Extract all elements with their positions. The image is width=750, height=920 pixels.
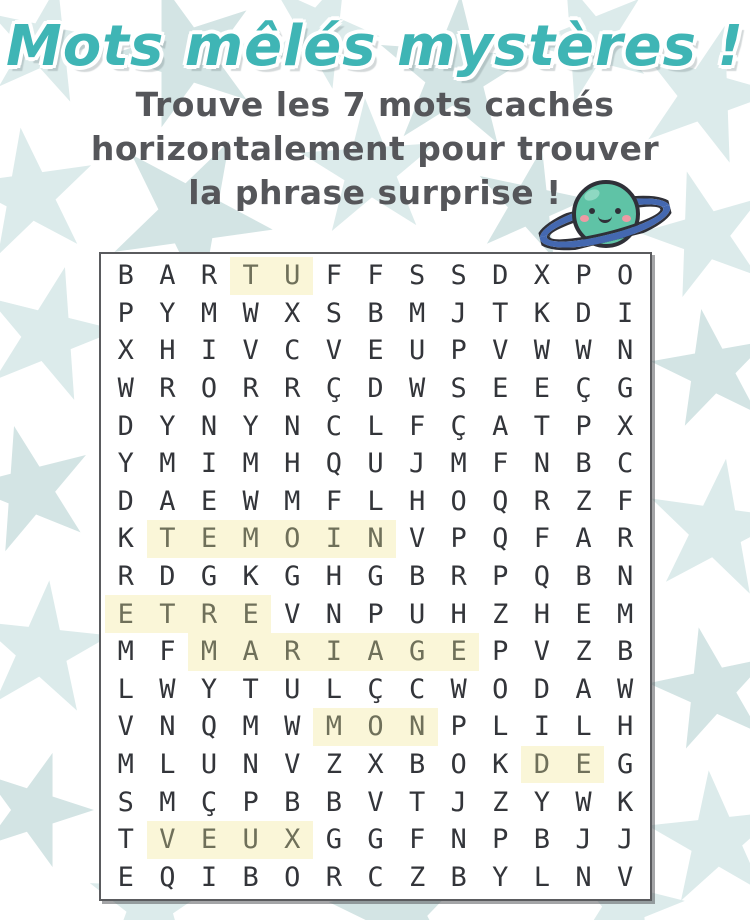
grid-cell[interactable]: V [408,523,426,555]
grid-cell[interactable]: W [284,711,301,743]
grid-cell[interactable]: I [200,448,218,480]
grid-cell[interactable]: W [616,673,634,705]
grid-cell[interactable]: W [117,373,134,405]
grid-cell-highlighted[interactable]: I [313,633,355,671]
grid-cell[interactable]: K [616,786,634,818]
grid-cell[interactable]: C [616,448,634,480]
grid-cell[interactable]: E [367,335,384,367]
grid-cell[interactable]: P [492,824,509,856]
grid-cell[interactable]: H [325,561,342,593]
grid-cell[interactable]: M [242,448,259,480]
grid-cell-highlighted[interactable]: T [147,595,189,633]
grid-cell[interactable]: W [575,335,592,367]
grid-cell[interactable]: A [492,410,509,442]
grid-cell[interactable]: D [367,373,384,405]
grid-cell[interactable]: O [450,749,467,781]
grid-cell[interactable]: J [575,824,592,856]
grid-cell[interactable]: L [367,485,384,517]
grid-cell-highlighted[interactable]: U [271,257,313,295]
grid-cell[interactable]: B [325,786,342,818]
grid-cell-highlighted[interactable]: N [396,708,438,746]
subtitle-line-2: horizontalement pour trouver [90,128,660,168]
grid-cell[interactable]: F [367,260,384,292]
planet-saturn-icon [538,180,672,268]
grid-row [105,708,646,746]
grid-cell-highlighted[interactable]: T [147,520,189,558]
grid-cell[interactable]: P [450,711,467,743]
grid-row [105,295,646,333]
grid-cell-highlighted[interactable]: R [188,595,230,633]
grid-cell[interactable]: B [616,636,634,668]
grid-cell-highlighted[interactable]: M [230,520,272,558]
grid-cell[interactable]: M [117,749,134,781]
grid-cell[interactable]: F [325,260,342,292]
grid-cell[interactable]: M [159,786,176,818]
grid-cell[interactable]: G [367,824,384,856]
grid-cell[interactable]: C [367,861,384,893]
grid-cell[interactable]: F [325,485,342,517]
grid-cell[interactable]: R [450,561,467,593]
grid-cell[interactable]: E [575,598,592,630]
grid-cell[interactable]: A [159,260,176,292]
grid-cell[interactable]: G [284,561,301,593]
grid-cell[interactable]: G [367,561,384,593]
grid-cell[interactable]: B [284,786,301,818]
grid-cell[interactable]: Q [200,711,218,743]
grid-cell[interactable]: Y [159,297,176,329]
grid-cell[interactable]: R [533,485,551,517]
grid-cell-highlighted[interactable]: O [271,520,313,558]
grid-cell[interactable]: C [408,673,426,705]
grid-cell[interactable]: M [159,448,176,480]
grid-cell[interactable]: Z [325,749,342,781]
grid-cell[interactable]: Z [408,861,426,893]
grid-cell[interactable]: Q [492,523,509,555]
grid-cell-highlighted[interactable]: V [147,821,189,859]
grid-row [105,633,646,671]
grid-cell[interactable]: R [200,260,218,292]
grid-cell[interactable]: Y [242,410,259,442]
planet-eye-right [615,208,621,214]
grid-cell[interactable]: Z [575,636,592,668]
grid-cell[interactable]: M [616,598,634,630]
grid-cell-highlighted[interactable]: O [355,708,397,746]
grid-cell[interactable]: F [616,485,634,517]
subtitle-line-1: Trouve les 7 mots cachés [135,84,615,124]
grid-cell[interactable]: Ç [325,373,342,405]
grid-cell[interactable]: B [408,561,426,593]
grid-cell[interactable]: X [533,260,551,292]
grid-cell[interactable]: O [450,485,467,517]
grid-cell[interactable]: L [325,673,342,705]
grid-cell[interactable]: K [117,523,134,555]
grid-cell[interactable]: P [492,636,509,668]
grid-cell-highlighted[interactable]: A [355,633,397,671]
grid-cell[interactable]: N [325,598,342,630]
grid-cell[interactable]: S [450,373,467,405]
grid-cell[interactable]: L [159,749,176,781]
grid-cell[interactable]: Y [200,673,218,705]
grid-cell[interactable]: J [450,297,467,329]
grid-cell[interactable]: N [242,749,259,781]
grid-cell-highlighted[interactable]: M [188,633,230,671]
grid-cell[interactable]: E [117,861,134,893]
grid-cell[interactable]: L [367,410,384,442]
grid-cell[interactable]: N [200,410,218,442]
grid-cell[interactable]: G [325,824,342,856]
grid-cell[interactable]: P [367,598,384,630]
grid-cell[interactable]: Y [159,410,176,442]
grid-cell[interactable]: A [575,673,592,705]
grid-cell[interactable]: T [408,786,426,818]
grid-cell[interactable]: Y [117,448,134,480]
grid-row [105,370,646,408]
grid-cell[interactable]: C [325,410,342,442]
grid-cell[interactable]: E [533,373,551,405]
grid-cell[interactable]: M [450,448,467,480]
grid-cell[interactable]: K [242,561,259,593]
grid-cell[interactable]: I [200,861,218,893]
grid-cell[interactable]: X [367,749,384,781]
grid-cell[interactable]: M [284,485,301,517]
grid-cell[interactable]: P [242,786,259,818]
grid-cell[interactable]: Y [492,861,509,893]
grid-cell[interactable]: Ç [200,786,218,818]
grid-cell-highlighted[interactable]: E [188,520,230,558]
grid-cell-highlighted[interactable]: I [313,520,355,558]
grid-cell[interactable]: B [533,824,551,856]
grid-cell[interactable]: I [616,297,634,329]
grid-cell-highlighted[interactable]: E [563,746,605,784]
grid-cell[interactable]: H [159,335,176,367]
grid-cell[interactable]: W [242,485,259,517]
grid-row [105,671,646,709]
grid-cell[interactable]: T [242,673,259,705]
grid-cell[interactable]: D [492,260,509,292]
grid-cell-highlighted[interactable]: X [271,821,313,859]
grid-cell[interactable]: J [616,824,634,856]
grid-cell[interactable]: N [284,410,301,442]
grid-cell[interactable]: H [284,448,301,480]
grid-cell-highlighted[interactable]: T [230,257,272,295]
grid-cell[interactable]: R [242,373,259,405]
grid-cell[interactable]: B [367,297,384,329]
grid-cell[interactable]: B [117,260,134,292]
planet-cheek-left [580,215,589,222]
grid-cell[interactable]: S [117,786,134,818]
grid-cell[interactable]: Q [492,485,509,517]
planet-shine [583,187,602,203]
grid-cell[interactable]: V [325,335,342,367]
grid-cell[interactable]: F [492,448,509,480]
grid-cell[interactable]: P [575,410,592,442]
grid-cell[interactable]: M [117,636,134,668]
grid-cell[interactable]: W [450,673,467,705]
grid-cell[interactable]: A [575,523,592,555]
grid-cell[interactable]: E [200,485,218,517]
grid-cell[interactable]: U [408,335,426,367]
grid-cell[interactable]: N [159,711,176,743]
grid-cell[interactable]: P [492,561,509,593]
grid-cell[interactable]: L [533,861,551,893]
grid-cell[interactable]: W [533,335,551,367]
grid-cell[interactable]: I [200,335,218,367]
grid-cell[interactable]: L [117,673,134,705]
grid-cell[interactable]: R [325,861,342,893]
grid-cell-highlighted[interactable]: M [313,708,355,746]
grid-cell[interactable]: M [200,297,218,329]
subtitle-line-3: la phrase surprise ! [188,172,562,212]
grid-cell[interactable]: P [450,523,467,555]
grid-cell[interactable]: L [492,711,509,743]
grid-cell[interactable]: V [533,636,551,668]
grid-cell[interactable]: C [284,335,301,367]
grid-row [105,445,646,483]
grid-cell[interactable]: N [616,561,634,593]
grid-cell[interactable]: E [492,373,509,405]
grid-cell[interactable]: D [117,410,134,442]
grid-cell[interactable]: N [533,448,551,480]
grid-cell[interactable]: O [492,673,509,705]
grid-cell[interactable]: Ç [575,373,592,405]
grid-cell[interactable]: W [242,297,259,329]
grid-cell[interactable]: S [408,260,426,292]
grid-cell[interactable]: G [200,561,218,593]
grid-row [105,821,646,859]
grid-cell[interactable]: I [533,711,551,743]
grid-cell[interactable]: L [575,711,592,743]
grid-cell[interactable]: D [575,297,592,329]
grid-cell[interactable]: D [159,561,176,593]
grid-cell[interactable]: Y [533,786,551,818]
grid-cell[interactable]: X [616,410,634,442]
grid-cell[interactable]: V [117,711,134,743]
grid-cell-highlighted[interactable]: E [230,595,272,633]
grid-cell-highlighted[interactable]: G [396,633,438,671]
grid-cell[interactable]: D [533,673,551,705]
grid-row [105,859,646,897]
grid-cell[interactable]: O [616,260,634,292]
grid-cell[interactable]: Q [533,561,551,593]
grid-cell[interactable]: Ç [450,410,467,442]
grid-cell[interactable]: R [284,373,301,405]
grid-cell[interactable]: B [242,861,259,893]
grid-cell-highlighted[interactable]: N [355,520,397,558]
grid-cell[interactable]: W [575,786,592,818]
grid-cell[interactable]: B [575,561,592,593]
grid-cell[interactable]: K [492,749,509,781]
grid-cell[interactable]: X [284,297,301,329]
grid-cell[interactable]: Z [575,485,592,517]
grid-cell-highlighted[interactable]: D [521,746,563,784]
grid-cell[interactable]: N [616,335,634,367]
grid-cell[interactable]: T [533,410,551,442]
grid-cell[interactable]: B [450,861,467,893]
grid-cell[interactable]: Q [325,448,342,480]
grid-cell-highlighted[interactable]: R [271,633,313,671]
grid-cell[interactable]: J [450,786,467,818]
grid-cell-highlighted[interactable]: A [230,633,272,671]
grid-cell[interactable]: M [242,711,259,743]
grid-cell[interactable]: V [284,598,301,630]
grid-cell-highlighted[interactable]: E [188,821,230,859]
grid-cell[interactable]: V [616,861,634,893]
grid-cell[interactable]: Z [492,598,509,630]
grid-cell[interactable]: V [242,335,259,367]
grid-cell[interactable]: U [284,673,301,705]
grid-cell[interactable]: A [159,485,176,517]
grid-row [105,746,646,784]
grid-cell[interactable]: H [450,598,467,630]
grid-cell[interactable]: V [367,786,384,818]
grid-cell[interactable]: P [117,297,134,329]
planet-eye-left [589,208,595,214]
grid-cell[interactable]: U [200,749,218,781]
grid-cell-highlighted[interactable]: U [230,821,272,859]
grid-row [105,332,646,370]
grid-cell[interactable]: B [575,448,592,480]
grid-row [105,783,646,821]
grid-cell[interactable]: H [616,711,634,743]
grid-cell[interactable]: G [616,373,634,405]
grid-cell[interactable]: M [408,297,426,329]
grid-cell[interactable]: O [284,861,301,893]
grid-cell[interactable]: Ç [367,673,384,705]
grid-row [105,483,646,521]
grid-cell-highlighted[interactable]: E [105,595,147,633]
grid-cell[interactable]: T [492,297,509,329]
grid-cell[interactable]: R [117,561,134,593]
word-search-panel [99,252,652,901]
grid-cell[interactable]: R [159,373,176,405]
grid-cell[interactable]: T [117,824,134,856]
grid-cell[interactable]: F [408,824,426,856]
grid-cell[interactable]: F [408,410,426,442]
grid-cell[interactable]: W [159,673,176,705]
grid-cell[interactable]: D [117,485,134,517]
grid-cell[interactable]: H [533,598,551,630]
grid-cell[interactable]: U [408,598,426,630]
grid-cell[interactable]: V [492,335,509,367]
grid-cell[interactable]: P [450,335,467,367]
grid-cell[interactable]: Q [159,861,176,893]
grid-row [105,595,646,633]
grid-cell[interactable]: P [575,260,592,292]
grid-cell[interactable]: V [284,749,301,781]
grid-cell[interactable]: X [117,335,134,367]
grid-cell[interactable]: B [408,749,426,781]
grid-cell-highlighted[interactable]: E [438,633,480,671]
grid-cell[interactable]: Z [492,786,509,818]
grid-cell[interactable]: S [325,297,342,329]
grid-cell[interactable]: O [200,373,218,405]
grid-cell[interactable]: N [575,861,592,893]
grid-row [105,520,646,558]
grid-cell[interactable]: H [408,485,426,517]
word-search-grid [101,254,650,899]
grid-row [105,407,646,445]
grid-cell[interactable]: W [408,373,426,405]
grid-row [105,558,646,596]
grid-cell[interactable]: N [450,824,467,856]
grid-cell[interactable]: R [616,523,634,555]
grid-cell[interactable]: K [533,297,551,329]
grid-cell[interactable]: F [159,636,176,668]
grid-cell[interactable]: S [450,260,467,292]
page-title: Mots mêlés mystères ! [5,14,745,79]
grid-cell[interactable]: G [616,749,634,781]
grid-cell[interactable]: J [408,448,426,480]
grid-cell[interactable]: F [533,523,551,555]
grid-cell[interactable]: U [367,448,384,480]
